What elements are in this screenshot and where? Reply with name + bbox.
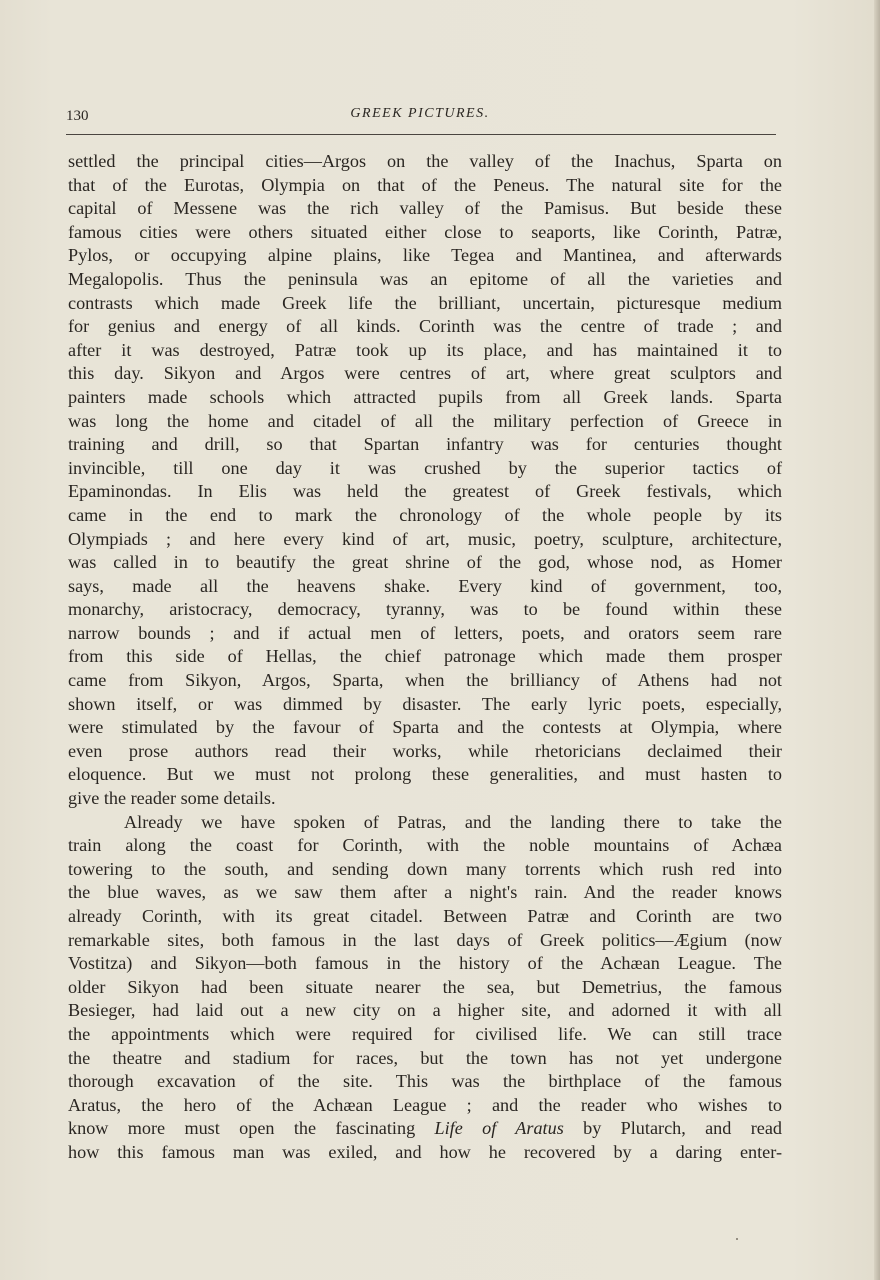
text-line-with-title (68, 1117, 782, 1141)
text-line: the appointments which were required for civilised life. We can still trace (68, 1023, 782, 1044)
text-line: came in the end to mark the chronology of the whole people by its (68, 504, 782, 525)
text-line: training and drill, so that Spartan infantry was for centuries thought (68, 434, 782, 455)
text-line: towering to the south, and sending down many torrents which rush red into (68, 858, 782, 879)
text-line: Olympiads ; and here every kind of art, music, poetry, sculpture, architecture, (68, 528, 782, 549)
text-line: eloquence. But we must not prolong these generalities, and must hasten to (68, 764, 782, 785)
text-line: from this side of Hellas, the chief patronage which made them prosper (68, 646, 782, 667)
text-line: Vostitza) and Sikyon—both famous in the history of the Achæan League. The (68, 953, 782, 974)
paper-speck (736, 1238, 738, 1240)
text-line: invincible, till one day it was crushed by the superior tactics of (68, 457, 782, 478)
text-line: that of the Eurotas, Olympia on that of the Peneus. The natural site for the (68, 174, 782, 195)
text-line: for genius and energy of all kinds. Corinth was the centre of trade ; and (68, 316, 782, 337)
text-line: the blue waves, as we saw them after a night's rain. And the reader knows (68, 882, 782, 903)
text-line: were stimulated by the favour of Sparta and the contests at Olympia, where (68, 717, 782, 738)
header-rule (66, 134, 776, 135)
page-number: 130 (66, 108, 89, 124)
text-line: was long the home and citadel of all the military perfection of Greece in (68, 410, 782, 431)
text-line: Megalopolis. Thus the peninsula was an epitome of all the varieties and (68, 268, 782, 289)
text-line: this day. Sikyon and Argos were centres of art, where great sculptors and (68, 363, 782, 384)
text-line: Besieger, had laid out a new city on a higher site, and adorned it with all (68, 1000, 782, 1021)
running-head: GREEK PICTURES. (350, 106, 490, 121)
body-text (68, 150, 788, 1165)
text-line: older Sikyon had been situate nearer the sea, but Demetrius, the famous (68, 976, 782, 997)
text-line: even prose authors read their works, while rhetoricians declaimed their (68, 740, 782, 761)
text-line: thorough excavation of the site. This was the birthplace of the famous (68, 1071, 782, 1092)
text-line: already Corinth, with its great citadel. Between Patræ and Corinth are two (68, 906, 782, 926)
text-line: Aratus, the hero of the Achæan League ; and the reader who wishes to (68, 1094, 782, 1115)
text-line: came from Sikyon, Argos, Sparta, when the brilliancy of Athens had not (68, 670, 782, 691)
book-title: Life of Aratus (434, 1118, 564, 1139)
text-line: painters made schools which attracted pupils from all Greek lands. Sparta (68, 386, 782, 407)
page-edge (874, 0, 880, 1280)
text-line: monarchy, aristocracy, democracy, tyranny, was to be found within these (68, 599, 782, 620)
text-line: Pylos, or occupying alpine plains, like Tegea and Mantinea, and afterwards (68, 245, 782, 266)
text-line: narrow bounds ; and if actual men of letters, poets, and orators seem rare (68, 622, 782, 643)
text-line: the theatre and stadium for races, but the town has not yet undergone (68, 1047, 782, 1068)
text-line: train along the coast for Corinth, with the noble mountains of Achæa (68, 835, 782, 856)
text-fragment: know more must open the fascinating (68, 1118, 416, 1139)
text-line: capital of Messene was the rich valley of the Pamisus. But beside these (68, 198, 782, 219)
text-line: contrasts which made Greek life the brilliant, uncertain, picturesque medium (68, 292, 782, 313)
text-line: how this famous man was exiled, and how he recovered by a daring enter- (68, 1141, 782, 1162)
text-line: after it was destroyed, Patræ took up its place, and has maintained it to (68, 339, 782, 360)
page-header (66, 106, 774, 132)
text-line: famous cities were others situated either close to seaports, like Corinth, Patræ, (68, 221, 782, 242)
text-line: settled the principal cities—Argos on the valley of the Inachus, Sparta on (68, 151, 782, 171)
text-line: says, made all the heavens shake. Every kind of government, too, (68, 575, 782, 596)
text-line: remarkable sites, both famous in the last days of Greek politics—Ægium (now (68, 929, 782, 950)
text-line: Already we have spoken of Patras, and the landing there to take the (124, 811, 782, 832)
text-line: shown itself, or was dimmed by disaster. The early lyric poets, especially, (68, 693, 782, 714)
text-line: Epaminondas. In Elis was held the greatest of Greek festivals, which (68, 481, 782, 502)
text-line: was called in to beautify the great shrine of the god, whose nod, as Homer (68, 552, 782, 573)
text-line: give the reader some details. (68, 788, 276, 809)
text-fragment: by Plutarch, and read (583, 1118, 782, 1139)
